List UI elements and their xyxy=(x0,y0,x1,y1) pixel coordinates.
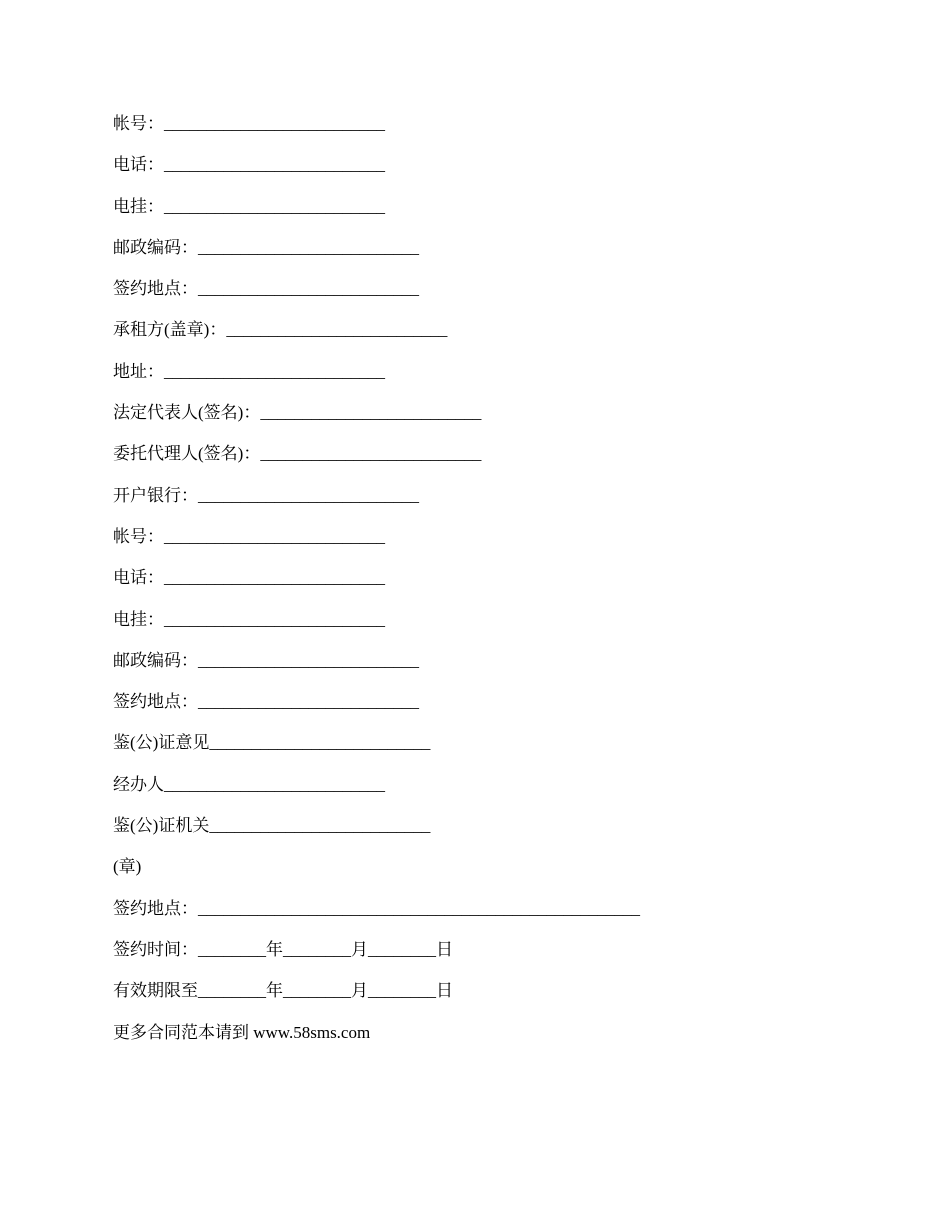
bank-line: 开户银行：__________________________ xyxy=(113,485,419,505)
postal-code-line-2: 邮政编码：__________________________ xyxy=(113,650,419,670)
phone-line-2: 电话：__________________________ xyxy=(113,568,385,588)
form-lines xyxy=(113,111,893,1061)
signing-time-line: 签约时间：________年________月________日 xyxy=(113,939,453,959)
signing-place-line-3: 签约地点：____________________________________________________ xyxy=(113,898,640,918)
signing-place-line-1: 签约地点：__________________________ xyxy=(113,279,419,299)
account-number-line-2: 帐号：__________________________ xyxy=(113,526,385,546)
notarization-opinion-line: 鉴(公)证意见__________________________ xyxy=(113,733,431,753)
address-line: 地址：__________________________ xyxy=(113,361,385,381)
phone-line-1: 电话：__________________________ xyxy=(113,155,385,175)
more-templates-line: 更多合同范本请到 www.58sms.com xyxy=(113,1022,371,1042)
seal-line: (章) xyxy=(113,857,142,877)
authorized-agent-line: 委托代理人(签名)：__________________________ xyxy=(113,444,482,464)
signing-place-line-2: 签约地点：__________________________ xyxy=(113,692,419,712)
lessee-seal-line: 承租方(盖章)：__________________________ xyxy=(113,320,448,340)
telegraph-line-1: 电挂：__________________________ xyxy=(113,196,385,216)
postal-code-line-1: 邮政编码：__________________________ xyxy=(113,237,419,257)
notary-authority-line: 鉴(公)证机关__________________________ xyxy=(113,816,431,836)
account-number-line-1: 帐号：__________________________ xyxy=(113,114,385,133)
legal-representative-line: 法定代表人(签名)：__________________________ xyxy=(113,403,482,423)
validity-period-line: 有效期限至________年________月________日 xyxy=(113,981,453,1001)
telegraph-line-2: 电挂：__________________________ xyxy=(113,609,385,629)
handler-line: 经办人__________________________ xyxy=(113,774,385,794)
